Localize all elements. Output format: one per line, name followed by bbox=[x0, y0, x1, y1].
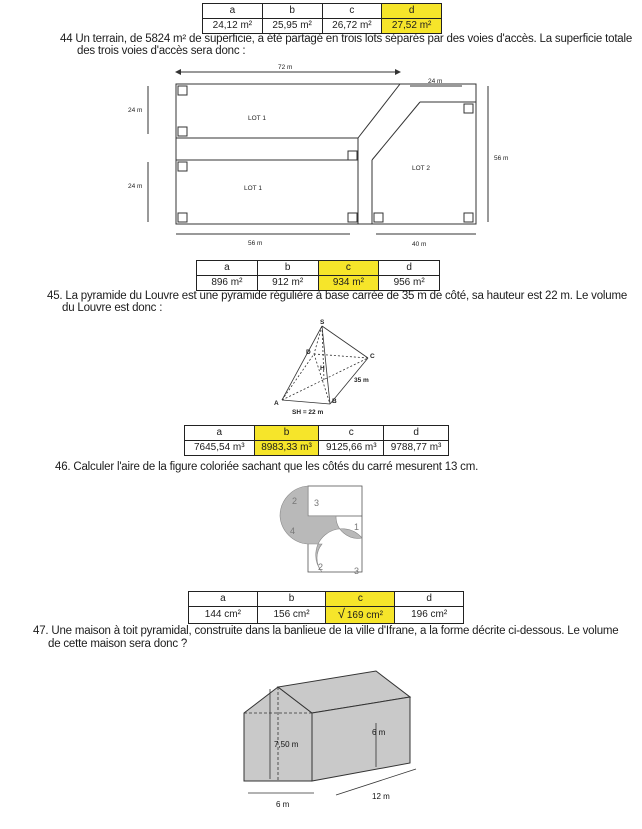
q45-pre-answer-c[interactable]: 934 m² bbox=[318, 276, 379, 291]
q45-answer-a[interactable]: 7645,54 m³ bbox=[185, 441, 255, 456]
q45-vertex-d: D bbox=[306, 349, 311, 356]
q47-wall-label: 6 m bbox=[372, 728, 386, 737]
q46-answer-c-value: 169 cm² bbox=[346, 610, 383, 621]
q44-land-figure bbox=[110, 62, 530, 257]
q46-hand-3-top: 3 bbox=[314, 498, 320, 508]
q45-vertex-a: A bbox=[274, 400, 279, 407]
q46-answer-header-c: c bbox=[326, 592, 395, 607]
q44-answers-header-row bbox=[203, 4, 442, 19]
q44-answer-a[interactable]: 24,12 m² bbox=[203, 19, 263, 34]
q46-answer-header-a: a bbox=[189, 592, 258, 607]
q44-answer-header-d: d bbox=[382, 4, 442, 19]
q45-answers-header-row bbox=[185, 426, 449, 441]
q45-answer-header-b: b bbox=[254, 426, 319, 441]
q47-text-line2: de cette maison sera donc ? bbox=[48, 638, 188, 650]
q44-answer-b[interactable]: 25,95 m² bbox=[262, 19, 322, 34]
q45-answer-c[interactable]: 9125,66 m³ bbox=[319, 441, 384, 456]
q45-pre-header-b: b bbox=[257, 261, 318, 276]
q46-answers-header-row bbox=[189, 592, 464, 607]
q44-text-line1: 44 Un terrain, de 5824 m² de superficie, a été partagé en trois lots séparés par des voies d'accès. La superficie totale bbox=[60, 33, 633, 45]
q46-answer-header-b: b bbox=[257, 592, 326, 607]
q44-answer-header-c: c bbox=[322, 4, 382, 19]
q45-pre-header-c: c bbox=[318, 261, 379, 276]
q44-top-length-label: 72 m bbox=[278, 64, 293, 71]
q45-answer-b[interactable]: 8983,33 m³ bbox=[254, 441, 319, 456]
q45-vertex-b: B bbox=[332, 398, 337, 405]
q44-text-line2: des trois voies d'accès sera donc : bbox=[77, 45, 246, 57]
q46-hand-2-bottom: 2 bbox=[318, 562, 324, 572]
q46-hand-4: 4 bbox=[290, 526, 296, 536]
q45-pre-answer-b[interactable]: 912 m² bbox=[257, 276, 318, 291]
q45-answers-row bbox=[185, 441, 449, 456]
q45-pre-header-row bbox=[197, 261, 440, 276]
q47-text-line1: 47. Une maison à toit pyramidal, construite dans la banlieue de la ville d'Ifrane, a la forme décrite ci-dessous. Le volume bbox=[33, 625, 619, 637]
q46-answers-table bbox=[188, 591, 464, 624]
q46-answer-a[interactable]: 144 cm² bbox=[189, 607, 258, 624]
q45-pyramid-figure bbox=[262, 318, 382, 418]
q47-width-label: 6 m bbox=[276, 800, 290, 809]
q46-answer-d[interactable]: 196 cm² bbox=[395, 607, 464, 624]
q45-pre-table bbox=[196, 260, 440, 291]
check-mark-icon: √ bbox=[337, 606, 345, 621]
q45-height-label: SH = 22 m bbox=[292, 409, 324, 416]
q46-hand-3-bottom: 3 bbox=[354, 566, 360, 576]
q44-left-upper-label: 24 m bbox=[128, 107, 143, 114]
q45-center-label: H bbox=[320, 365, 325, 372]
q46-hand-2-top: 2 bbox=[292, 496, 298, 506]
q45-pre-row bbox=[197, 276, 440, 291]
q44-answer-header-b: b bbox=[262, 4, 322, 19]
q46-text: 46. Calculer l'aire de la figure coloriée sachant que les côtés du carré mesurent 13 cm. bbox=[55, 461, 479, 473]
q44-lot1-top-label: LOT 1 bbox=[248, 115, 266, 122]
q45-answers-table bbox=[184, 425, 449, 456]
q44-left-lower-label: 24 m bbox=[128, 183, 143, 190]
q45-pre-answer-d[interactable]: 956 m² bbox=[379, 276, 440, 291]
q45-pre-answer-a[interactable]: 896 m² bbox=[197, 276, 258, 291]
q45-vertex-c: C bbox=[370, 353, 375, 360]
q44-answer-header-a: a bbox=[203, 4, 263, 19]
q45-answer-d[interactable]: 9788,77 m³ bbox=[384, 441, 449, 456]
q45-answer-header-a: a bbox=[185, 426, 255, 441]
q44-answers-table bbox=[202, 3, 442, 34]
q45-answer-header-c: c bbox=[319, 426, 384, 441]
q44-answers-row bbox=[203, 19, 442, 34]
q44-bottom-right-label: 40 m bbox=[412, 241, 427, 248]
q44-right-side-label: 56 m bbox=[494, 155, 509, 162]
q46-answer-header-d: d bbox=[395, 592, 464, 607]
q45-pre-header-a: a bbox=[197, 261, 258, 276]
q47-house-figure bbox=[226, 663, 436, 815]
q46-answer-b[interactable]: 156 cm² bbox=[257, 607, 326, 624]
q45-pre-header-d: d bbox=[379, 261, 440, 276]
q46-hand-1: 1 bbox=[354, 522, 360, 532]
q45-apex-label: S bbox=[320, 319, 325, 326]
q45-text-line1: 45. La pyramide du Louvre est une pyramide régulière à base carrée de 35 m de côté, sa hauteur est 22 m. Le volume bbox=[47, 290, 628, 302]
q45-answer-header-d: d bbox=[384, 426, 449, 441]
q44-answer-d[interactable]: 27,52 m² bbox=[382, 19, 442, 34]
q47-height-label: 7,50 m bbox=[274, 740, 299, 749]
q46-answers-row bbox=[189, 607, 464, 624]
q47-length-label: 12 m bbox=[372, 792, 390, 801]
q44-lot1-bottom-label: LOT 1 bbox=[244, 185, 262, 192]
q46-answer-c[interactable] bbox=[326, 607, 395, 624]
q44-lot2-label: LOT 2 bbox=[412, 165, 430, 172]
q45-side-label: 35 m bbox=[354, 377, 369, 384]
q44-answer-c[interactable]: 26,72 m² bbox=[322, 19, 382, 34]
q44-bottom-left-label: 56 m bbox=[248, 240, 263, 247]
q45-text-line2: du Louvre est donc : bbox=[62, 302, 163, 314]
q44-top-right-label: 24 m bbox=[428, 78, 443, 85]
q46-shaded-figure bbox=[270, 478, 380, 583]
